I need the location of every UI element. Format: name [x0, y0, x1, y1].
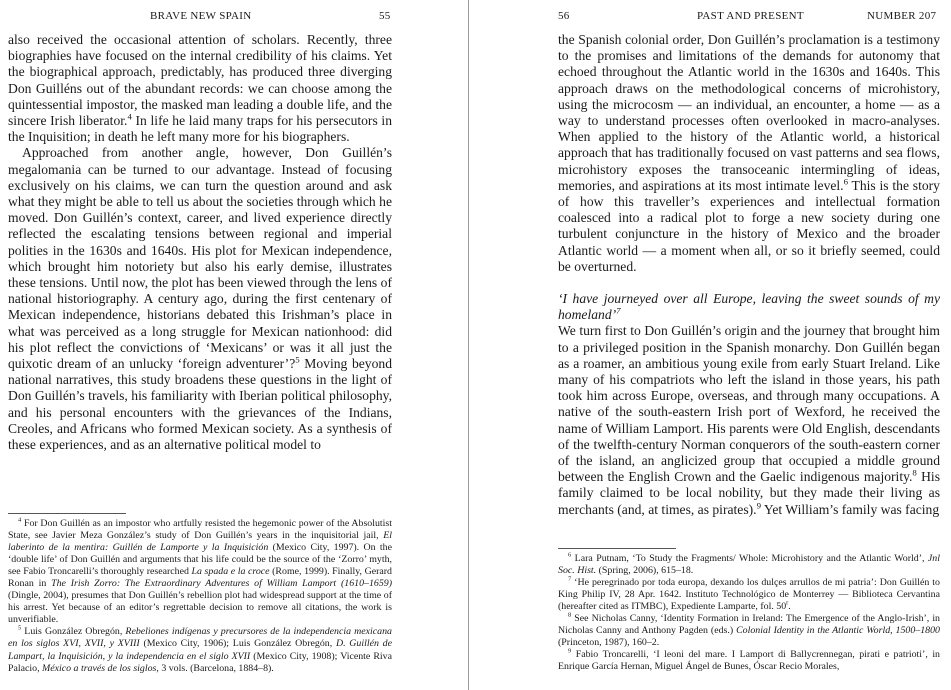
text-run: For Don Guillén as an impostor who artfully resisted the hegemonic power of the Absolutist State, see Javier Meza González’s study of Don Guillén’s years in the inquisitorial jail,: [8, 518, 392, 542]
text-run: Fabio Troncarelli, ‘I leoni del mare. I Lamport di Ballycrennegan, pirati e patrioti’, in Enrique García Hernan, Miguel Ángel de Bunes, Óscar Recio Morales,: [558, 649, 940, 673]
footnote-7: [558, 577, 940, 613]
text-run: Approached from another angle, however, Don Guillén’s megalomania can be turned to our advantage. Instead of focusing exclusively on his claims, we can turn the question around and ask what they might be able to tell us about the societies through which he moved. Don Guillén’s context, career, and lived experience directly reflected the escalating tensions between regional and imperial polities in the 1630s and 1640s. His plot for Mexican independence, which brought him notoriety but also his early demise, illustrates these tensions. Until now, the plot has been viewed through the lens of national historiography. A century ago, during the first centenary of Mexican independence, historians debated this Irishman’s place in what was perceived as a long struggle for Mexican nationhood: did his plot reflect the convictions of ‘Mexicans’ or was it all just the quixotic dream of an unlucky ‘foreign adventurer’?: [8, 145, 392, 372]
text-run: (Mexico City, 1906); Luis González Obregón,: [139, 638, 336, 650]
text-run: ‘I have journeyed over all Europe, leaving the sweet sounds of my homeland’: [558, 291, 940, 323]
footnote-9: [558, 649, 940, 673]
text-run: In life he laid many traps for his persecutors in the Inquisition; in death he left many more for his biographers.: [8, 113, 392, 145]
note-reference: 4: [127, 111, 132, 122]
note-reference: 4: [18, 516, 22, 524]
text-run: See Nicholas Canny, ‘Identity Formation in Ireland: The Emergence of the Anglo-Irish’, in Nicholas Canny and Anthony Pagden (eds.): [558, 613, 940, 637]
text-run: Yet William’s family was facing: [760, 501, 940, 517]
left-paragraph-1: [8, 32, 392, 145]
right-paragraph-2: [558, 323, 940, 517]
right-footnote-rule: [558, 548, 676, 549]
note-reference: 6: [568, 551, 572, 559]
note-reference: 6: [843, 176, 848, 187]
left-paragraph-2: [8, 145, 392, 453]
right-paragraph-1: [558, 32, 940, 275]
note-reference: 8: [912, 467, 917, 478]
note-reference: 7: [568, 575, 572, 583]
text-run: (Princeton, 1987), 160–2.: [558, 637, 660, 649]
footnote-6: [558, 553, 940, 577]
italic-text: El laberinto de la mentira: Guillén de Lamporte y la Inquisición: [8, 530, 392, 554]
text-run: Moving beyond national narratives, this study broadens these questions in the light of Don Guillén’s travels, his familiarity with Iberian political philosophy, and his personal encounters with the grievances of the Indians, Creoles, and Africans who formed Mexican society. As a synthesis of these experiences, and as an alternative political model to: [8, 356, 392, 453]
text-run: (Mexico City, 1908); Vicente Riva Palacio,: [8, 650, 392, 674]
footnote-4: [8, 518, 392, 626]
right-issue-number: NUMBER 207: [867, 10, 937, 22]
right-body-text: [558, 32, 940, 518]
right-running-head: PAST AND PRESENT: [697, 10, 804, 22]
text-run: This is the story of how this traveller’s experiences and intellectual formation coalesced into a radical plot to forge a new society during one turbulent conjuncture in the history of Mexico and the broader Atlantic world — a moment when all, or so it briefly seemed, could be overturned.: [558, 177, 940, 274]
italic-text: Jnl Soc. Hist.: [558, 553, 940, 577]
text-run: (Rome, 1999). Finally, Gerard Ronan in: [8, 566, 392, 590]
text-run: (Mexico City, 1997). On the ‘double life’ of Don Guillén and arguments that his life could be the source of the ‘Zorro’ myth, see Fabio Troncarelli’s thoroughly researched: [8, 542, 392, 578]
footnote-8: [558, 613, 940, 649]
italic-text: D. Guillén de Lampart, la Inquisición, y la independencia en el siglo XVII: [8, 638, 392, 662]
left-page-number: 55: [379, 10, 391, 22]
text-run: also received the occasional attention of scholars. Recently, three biographies have focused on the internal credibility of his claims. Yet the biographical approach, predictably, has produced three diverging Don Guilléns out of the abundant records: we can choose among the quintessential impostor, the masked man leading a double life, and the sincere Irish liberator.: [8, 32, 392, 129]
text-run: We turn first to Don Guillén’s origin and the journey that brought him to a privileged position in the Spanish monarchy. Don Guillén began as a roamer, an ambitious young exile from early Stuart Ireland. Like many of his compatriots who left the island in those years, his path took him across Europe, overseas, and through many occupations. A native of the south-eastern Irish port of Wexford, he received the name of William Lamport. His parents were Old English, descendants of the twelfth-century Norman conquerors of the south-eastern corner of the island, an anglicized group that occupied a middle ground between the English Crown and the Gaelic indigenous majority.: [558, 323, 940, 485]
note-reference: 9: [568, 648, 572, 656]
text-run: His family claimed to be local nobility, but they made their living as merchants (and, at times, as pirates).: [558, 469, 940, 517]
note-reference: r: [786, 599, 789, 607]
italic-text: México a través de los siglos: [42, 662, 157, 674]
note-reference: 7: [616, 305, 621, 316]
right-page: [469, 0, 951, 690]
text-run: (Dingle, 2004), presumes that Don Guillén’s rebellion plot had widespread support at the time of his arrest. Yet because of an editor’s regrettable decision to remove all citations, the work is unverifiable.: [8, 590, 392, 626]
text-run: ‘He peregrinado por toda europa, dexando los dulçes arrullos de mi patria’: Don Guillén to King Philip IV, 28 Apr. 1642. Instituto Technológico de Monterrey — Biblioteca Cervantina (hereafter cited as ITMBC), Expediente Lamparte, fol. 50: [558, 577, 940, 613]
text-run: the Spanish colonial order, Don Guillén’s proclamation is a testimony to the promises and limitations of the demands for autonomy that echoed throughout the Atlantic world in the 1630s and 1640s. This approach draws on the methodological concerns of microhistory, using the microcosm — an individual, an encounter, a home — as a way to understand processes often overlooked in macro-analyses. When applied to the history of the Atlantic world, a historical approach that has traditionally focused on vast patterns and sea flows, microhistory exposes the transoceanic intermingling of ideas, memories, and aspirations at its most intimate level.: [558, 32, 940, 193]
left-body-text: [8, 32, 392, 453]
left-page: [0, 0, 469, 690]
text-run: .: [788, 601, 791, 613]
italic-text: The Irish Zorro: The Extraordinary Adventures of William Lamport (1610–1659): [51, 578, 392, 590]
italic-text: Rebeliones indígenas y precursores de la independencia mexicana en los siglos XVI, XVII, y XVIII: [8, 626, 392, 650]
note-reference: 5: [295, 354, 300, 365]
right-footnotes: [558, 553, 940, 673]
italic-text: Colonial Identity in the Atlantic World, 1500–1800: [736, 625, 940, 637]
left-footnotes: [8, 518, 392, 675]
note-reference: 5: [18, 625, 22, 633]
note-reference: 8: [568, 611, 572, 619]
text-run: , 3 vols. (Barcelona, 1884–8).: [156, 662, 274, 674]
left-running-head: BRAVE NEW SPAIN: [150, 10, 252, 22]
text-run: (Spring, 2006), 615–18.: [596, 565, 694, 577]
footnote-5: [8, 626, 392, 674]
right-page-number: 56: [558, 10, 570, 22]
text-run: Luis González Obregón,: [21, 626, 126, 638]
section-heading: [558, 291, 940, 323]
note-reference: 9: [756, 500, 761, 511]
italic-text: La spada e la croce: [191, 566, 270, 578]
left-footnote-rule: [8, 513, 126, 514]
text-run: Lara Putnam, ‘To Study the Fragments/ Whole: Microhistory and the Atlantic World’,: [571, 553, 928, 564]
